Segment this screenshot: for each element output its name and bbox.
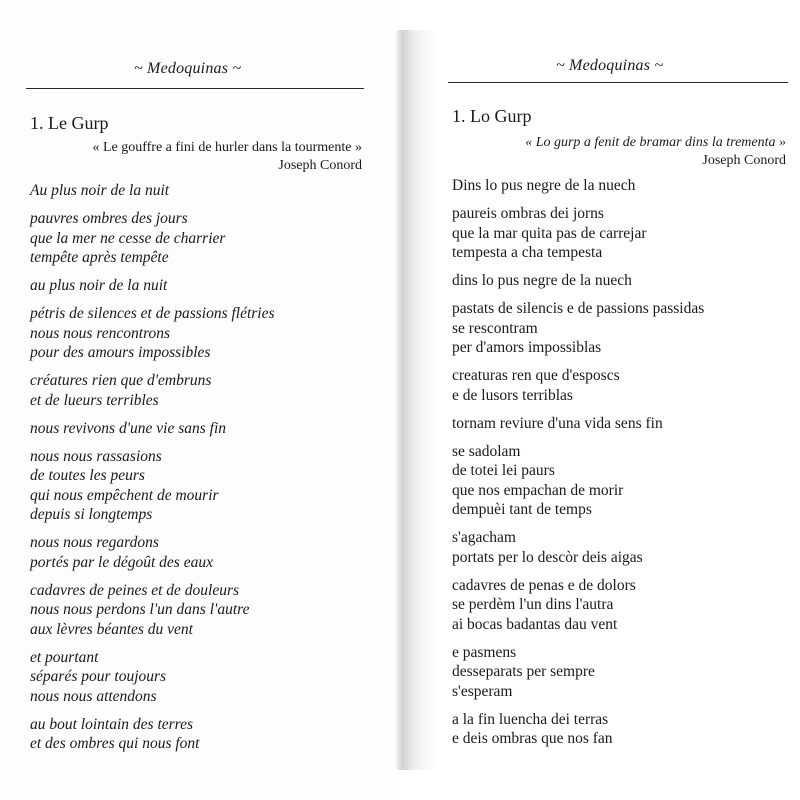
right-page: [436, 0, 800, 800]
stanza: [452, 528, 704, 567]
verse-line: séparés pour toujours: [30, 668, 167, 685]
verse-line: cadavres de peines et de douleurs: [30, 581, 240, 599]
verse-line: que la mer ne cesse de charrier: [30, 229, 226, 247]
verse-line: tempesta a cha tempesta: [452, 244, 603, 261]
verse-line: et de lueurs terribles: [30, 391, 159, 409]
header-rule: [26, 88, 364, 89]
poem-body-french: [30, 181, 275, 762]
verse-line: dins lo pus negre de la nuech: [452, 272, 632, 289]
verse-line: se sadolam: [452, 442, 521, 460]
stanza: [30, 447, 275, 525]
verse-line: s'esperam: [452, 682, 513, 700]
running-header: ~ Medoquinas ~: [134, 60, 242, 77]
stanza: [452, 710, 704, 749]
verse-line: créatures rien que d'embruns: [30, 372, 212, 389]
verse-line: et des ombres qui nous font: [30, 735, 200, 752]
verse-line: depuis si longtemps: [30, 506, 153, 523]
verse-line: cadavres de penas e de dolors: [452, 576, 636, 594]
stanza: [452, 442, 704, 520]
verse-line: nous revivons d'une vie sans fin: [30, 419, 227, 437]
verse-line: nous nous regardons: [30, 534, 159, 551]
book-gutter: [396, 30, 436, 770]
verse-line: que nos empachan de morir: [452, 481, 624, 499]
verse-line: dempuèi tant de temps: [452, 501, 592, 518]
stanza: [30, 581, 275, 640]
stanza: [30, 371, 275, 410]
verse-line: au plus noir de la nuit: [30, 277, 168, 294]
verse-line: e pasmens: [452, 643, 517, 661]
verse-line: paureis ombras dei jorns: [452, 205, 604, 222]
verse-line: tornam reviure d'una vida sens fin: [452, 414, 663, 432]
epigraph-quote: « Le gouffre a fini de hurler dans la tourmente »: [92, 140, 362, 155]
stanza: [452, 176, 704, 196]
stanza: [30, 648, 275, 707]
stanza: [30, 209, 275, 268]
epigraph-quote: « Lo gurp a fenit de bramar dins la trementa »: [525, 135, 786, 150]
stanza: [452, 204, 704, 263]
stanza: [30, 715, 275, 754]
verse-line: tempête après tempête: [30, 249, 169, 266]
stanza: [30, 181, 275, 201]
verse-line: qui nous empêchent de mourir: [30, 486, 219, 504]
stanza: [30, 419, 275, 439]
verse-line: se rescontram: [452, 319, 538, 337]
epigraph: [92, 139, 362, 175]
verse-line: creaturas ren que d'esposcs: [452, 367, 620, 384]
verse-line: nous nous rencontrons: [30, 324, 171, 342]
epigraph-author: Joseph Conord: [702, 153, 786, 168]
header-rule: [448, 82, 788, 83]
stanza: [30, 533, 275, 572]
verse-line: e de lusors terriblas: [452, 386, 573, 404]
verse-line: se perdèm l'un dins l'autra: [452, 596, 614, 613]
epigraph-author: Joseph Conord: [278, 158, 362, 173]
verse-line: de totei lei paurs: [452, 462, 555, 479]
stanza: [452, 366, 704, 405]
left-page: [0, 0, 398, 800]
verse-line: nous nous perdons l'un dans l'autre: [30, 601, 250, 618]
verse-line: e deis ombras que nos fan: [452, 730, 613, 747]
stanza: [452, 576, 704, 635]
verse-line: pauvres ombres des jours: [30, 210, 188, 227]
verse-line: nous nous attendons: [30, 687, 157, 705]
verse-line: portats per lo descòr deis aigas: [452, 548, 643, 566]
verse-line: Au plus noir de la nuit: [30, 182, 170, 199]
stanza: [452, 414, 704, 434]
running-header: ~ Medoquinas ~: [556, 57, 664, 74]
poem-title: 1. Le Gurp: [30, 113, 109, 133]
verse-line: pour des amours impossibles: [30, 344, 211, 361]
verse-line: a la fin luencha dei terras: [452, 710, 609, 728]
stanza: [30, 276, 275, 296]
verse-line: per d'amors impossiblas: [452, 339, 602, 356]
poem-body-occitan: [452, 176, 704, 757]
verse-line: au bout lointain des terres: [30, 715, 194, 733]
verse-line: portés par le dégoût des eaux: [30, 553, 213, 571]
verse-line: ai bocas badantas dau vent: [452, 615, 618, 633]
stanza: [452, 299, 704, 358]
epigraph: [525, 134, 786, 170]
verse-line: desseparats per sempre: [452, 663, 595, 680]
verse-line: Dins lo pus negre de la nuech: [452, 177, 636, 194]
stanza: [30, 304, 275, 363]
verse-line: nous nous rassasions: [30, 447, 162, 465]
verse-line: s'agacham: [452, 529, 516, 546]
verse-line: et pourtant: [30, 648, 99, 666]
verse-line: pastats de silencis e de passions passidas: [452, 300, 705, 317]
poem-title: 1. Lo Gurp: [452, 106, 532, 126]
verse-line: de toutes les peurs: [30, 467, 145, 484]
verse-line: aux lèvres béantes du vent: [30, 620, 193, 638]
stanza: [452, 271, 704, 291]
verse-line: que la mar quita pas de carrejar: [452, 224, 647, 242]
stanza: [452, 643, 704, 702]
verse-line: pétris de silences et de passions flétries: [30, 305, 275, 322]
